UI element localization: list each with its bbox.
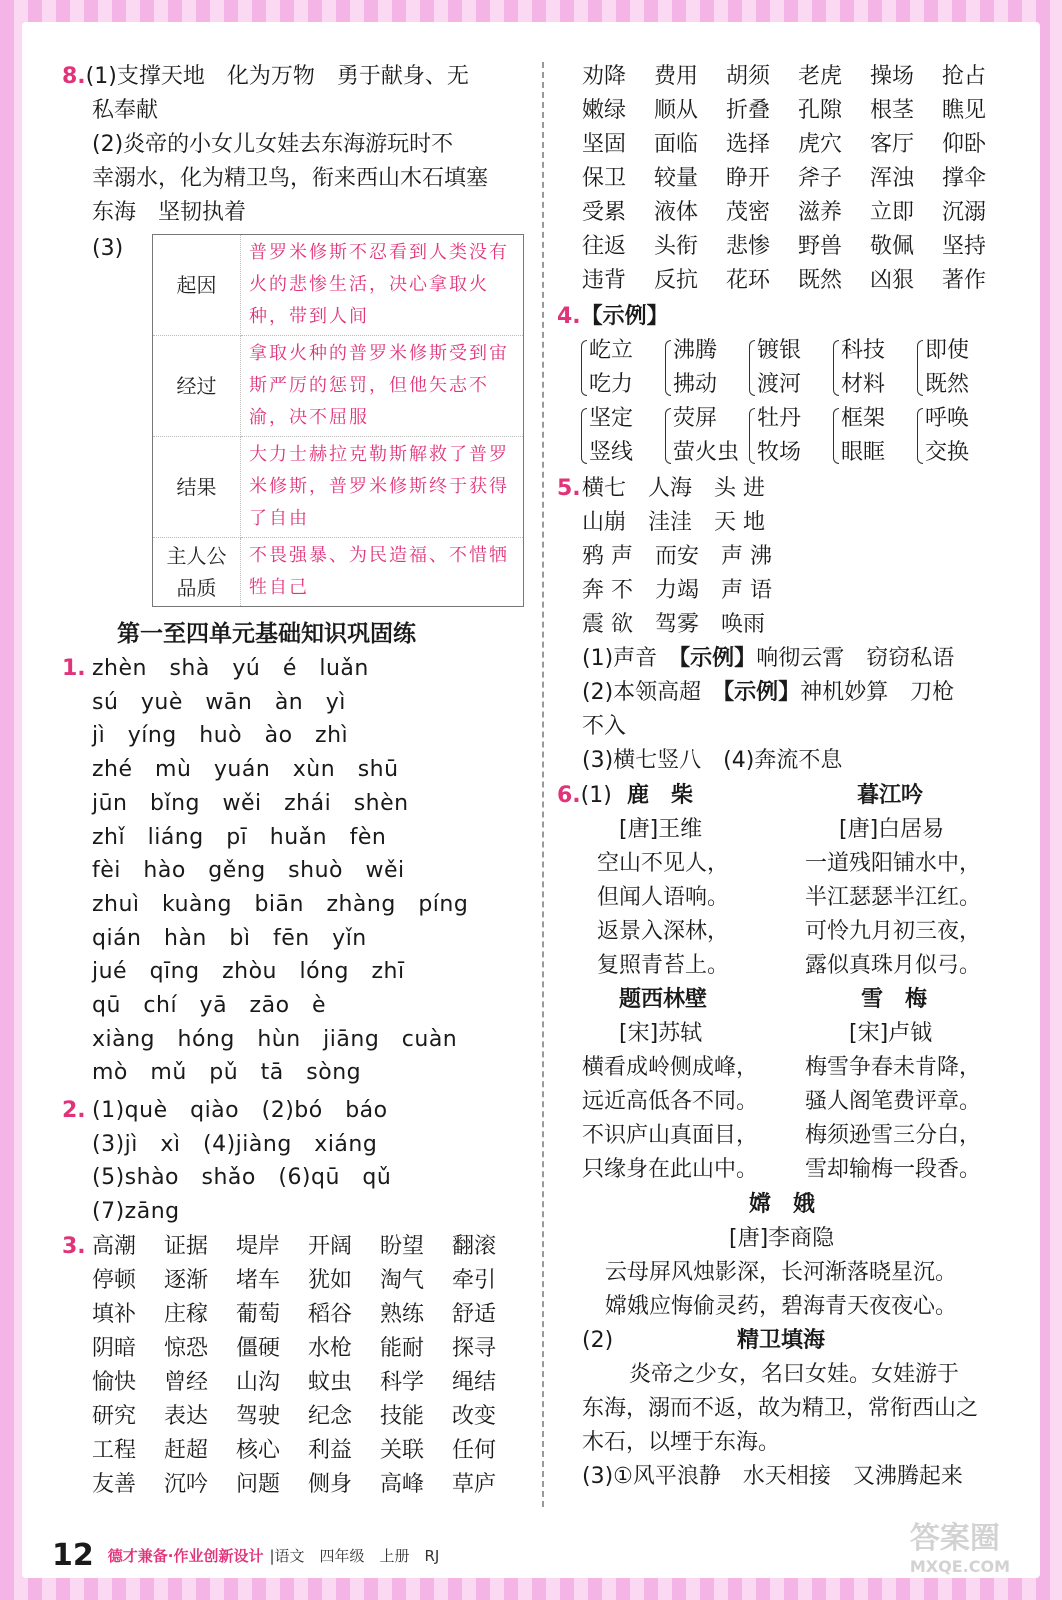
story-line: 木石，以堙于东海。 bbox=[582, 1430, 781, 1455]
word-row bbox=[92, 1332, 524, 1366]
q8-part1b: 私奉献 bbox=[92, 98, 159, 123]
pair-word: 坚定 bbox=[589, 406, 634, 431]
q5-sub1-a: (1)声音 bbox=[582, 646, 680, 671]
watermark-text: 答案圈 bbox=[909, 1521, 1000, 1556]
book-info: |语文 四年级 上册 RJ bbox=[269, 1546, 440, 1565]
word-row bbox=[582, 264, 1014, 298]
poem-line: 返景入深林， bbox=[597, 919, 730, 944]
pair-word: 屹立 bbox=[589, 338, 634, 363]
word-item: 牵引 bbox=[452, 1268, 497, 1293]
pair-word: 沸腾 bbox=[673, 338, 718, 363]
word-item: 科学 bbox=[380, 1370, 425, 1395]
q6-header bbox=[557, 779, 612, 813]
word-item: 僵硬 bbox=[236, 1336, 281, 1361]
word-row bbox=[582, 128, 1014, 162]
poem-line: 露似真珠月似弓。 bbox=[805, 953, 982, 978]
pair-word: 萤火虫 bbox=[673, 440, 740, 465]
word-item: 操场 bbox=[870, 64, 915, 89]
word-item: 研究 bbox=[92, 1404, 137, 1429]
pinyin-line: jì yíng huò ào zhì bbox=[92, 723, 349, 749]
word-item: 选择 bbox=[726, 132, 771, 157]
word-item: 任何 bbox=[452, 1438, 497, 1463]
pinyin-line: zhǐ liáng pī huǎn fèn bbox=[92, 824, 387, 850]
word-row bbox=[582, 60, 1014, 94]
watermark-url: MXQE.COM bbox=[909, 1557, 1010, 1576]
pinyin-line: mò mǔ pǔ tā sòng bbox=[92, 1060, 362, 1086]
q6-sub1: (1) bbox=[580, 783, 612, 808]
word-item: 浑浊 bbox=[870, 166, 915, 191]
q6-sub3: (3)①风平浪静 水天相接 又沸腾起来 bbox=[582, 1464, 963, 1489]
word-item: 惊恐 bbox=[164, 1336, 209, 1361]
word-row bbox=[92, 1400, 524, 1434]
poem-line: 雪却输梅一段香。 bbox=[805, 1157, 982, 1182]
word-item: 堤岸 bbox=[236, 1234, 281, 1259]
poem-line: 空山不见人， bbox=[597, 851, 730, 876]
poem-title: 嫦 娥 bbox=[749, 1192, 816, 1217]
word-item: 问题 bbox=[236, 1472, 281, 1497]
q3-number bbox=[62, 1230, 86, 1264]
table-value: 不畏强暴、为民造福、不惜牺牲自己 bbox=[241, 538, 524, 607]
pair-word: 材料 bbox=[841, 372, 886, 397]
word-item: 山沟 bbox=[236, 1370, 281, 1395]
q2-num: 2. bbox=[62, 1098, 86, 1123]
pinyin-line: qū chí yā zāo è bbox=[92, 993, 327, 1018]
word-item: 违背 bbox=[582, 268, 627, 293]
word-row bbox=[582, 162, 1014, 196]
word-pair bbox=[673, 402, 739, 470]
word-row bbox=[582, 196, 1014, 230]
word-pair bbox=[673, 334, 717, 402]
word-item: 草庐 bbox=[452, 1472, 497, 1497]
word-row bbox=[582, 230, 1014, 264]
page-number: 12 bbox=[52, 1537, 94, 1573]
pinyin-line: sú yuè wān àn yì bbox=[92, 689, 346, 715]
word-item: 虎穴 bbox=[798, 132, 843, 157]
q5-sub3: (3)横七竖八 (4)奔流不息 bbox=[582, 748, 843, 773]
pair-word: 牧场 bbox=[757, 440, 802, 465]
word-item: 熟练 bbox=[380, 1302, 425, 1327]
pair-word: 科技 bbox=[841, 338, 886, 363]
poem-line: 梅须逊雪三分白， bbox=[805, 1123, 982, 1148]
word-item: 立即 bbox=[870, 200, 915, 225]
word-item: 既然 bbox=[798, 268, 843, 293]
q5-sub2-a: (2)本领高超 bbox=[582, 680, 724, 705]
table-label: 经过 bbox=[153, 336, 241, 437]
word-item: 野兽 bbox=[798, 234, 843, 259]
idiom-line: 山崩 洼洼 天 地 bbox=[582, 510, 765, 535]
story-title: 精卫填海 bbox=[737, 1328, 826, 1353]
q8-line1 bbox=[62, 60, 469, 94]
word-item: 改变 bbox=[452, 1404, 497, 1429]
q5-sub2-b: 神机妙算 刀枪 bbox=[800, 680, 955, 705]
table-row bbox=[153, 538, 524, 607]
brace-mark bbox=[749, 340, 755, 396]
word-item: 探寻 bbox=[452, 1336, 497, 1361]
story-line: 东海，溺而不返，故为精卫，常衔西山之 bbox=[582, 1396, 979, 1421]
pair-word: 牡丹 bbox=[757, 406, 802, 431]
table-label: 起因 bbox=[153, 235, 241, 336]
word-item: 滋养 bbox=[798, 200, 843, 225]
poem-author: [唐]王维 bbox=[619, 817, 703, 842]
brace-mark bbox=[665, 340, 671, 396]
word-pair bbox=[589, 334, 633, 402]
word-item: 嫩绿 bbox=[582, 98, 627, 123]
pinyin-line: xiàng hóng hùn jiāng cuàn bbox=[92, 1026, 458, 1052]
word-item: 老虎 bbox=[798, 64, 843, 89]
word-item: 犹如 bbox=[308, 1268, 353, 1293]
pinyin-line: jué qīng zhòu lóng zhī bbox=[92, 959, 405, 985]
word-item: 受累 bbox=[582, 200, 627, 225]
word-item: 劝降 bbox=[582, 64, 627, 89]
book-brand: 德才兼备·作业创新设计 bbox=[107, 1546, 264, 1565]
table-label: 主人公品质 bbox=[153, 538, 241, 607]
poem-line: 云母屏风烛影深，长河渐落晓星沉。 bbox=[605, 1260, 958, 1285]
word-item: 坚持 bbox=[942, 234, 987, 259]
watermark-logo bbox=[910, 1513, 1010, 1576]
word-item: 盼望 bbox=[380, 1234, 425, 1259]
q4-label: 【示例】 bbox=[580, 304, 669, 329]
poem-line: 横看成岭侧成峰， bbox=[582, 1055, 759, 1080]
q1-number bbox=[62, 652, 86, 686]
poem-title: 题西林壁 bbox=[619, 987, 708, 1012]
word-item: 沉溺 bbox=[942, 200, 987, 225]
q3-word-grid bbox=[92, 1230, 524, 1502]
poem-author: [宋]卢钺 bbox=[849, 1021, 933, 1046]
word-item: 友善 bbox=[92, 1472, 137, 1497]
poem-author: [唐]白居易 bbox=[839, 817, 945, 842]
q4-header bbox=[557, 300, 669, 334]
pair-word: 既然 bbox=[925, 372, 970, 397]
q6-num: 6. bbox=[557, 783, 581, 808]
q5-sub2c: 不入 bbox=[582, 714, 627, 739]
word-item: 费用 bbox=[654, 64, 699, 89]
pair-word: 眼眶 bbox=[841, 440, 886, 465]
word-item: 敬佩 bbox=[870, 234, 915, 259]
word-item: 反抗 bbox=[654, 268, 699, 293]
brace-mark bbox=[749, 408, 755, 464]
q8-part2b: 幸溺水，化为精卫鸟，衔来西山木石填塞 bbox=[92, 166, 489, 191]
pinyin-line: jūn bǐng wěi zhái shèn bbox=[92, 790, 409, 816]
poem-line: 半江瑟瑟半江红。 bbox=[805, 885, 982, 910]
word-pair bbox=[589, 402, 633, 470]
poem-title: 雪 梅 bbox=[861, 987, 928, 1012]
word-item: 坚固 bbox=[582, 132, 627, 157]
poem-line: 骚人阁笔费评章。 bbox=[805, 1089, 982, 1114]
q3-num: 3. bbox=[62, 1234, 86, 1259]
q8-part1: (1)支撑天地 化为万物 勇于献身、无 bbox=[85, 64, 469, 89]
q5-sub1 bbox=[582, 642, 954, 676]
word-pair bbox=[757, 402, 801, 470]
word-item: 水枪 bbox=[308, 1336, 353, 1361]
word-item: 核心 bbox=[236, 1438, 281, 1463]
q6-sub2: (2) bbox=[582, 1328, 614, 1353]
word-row bbox=[92, 1230, 524, 1264]
pair-word: 交换 bbox=[925, 440, 970, 465]
q5-sub1-tag: 【示例】 bbox=[679, 646, 757, 671]
q5-number bbox=[557, 472, 581, 506]
word-item: 舒适 bbox=[452, 1302, 497, 1327]
word-item: 高潮 bbox=[92, 1234, 137, 1259]
pair-word: 竖线 bbox=[589, 440, 634, 465]
word-item: 抢占 bbox=[942, 64, 987, 89]
poem-line: 梅雪争春未肯降， bbox=[805, 1055, 982, 1080]
pinyin-line: zhèn shà yú é luǎn bbox=[92, 656, 369, 681]
page-footer bbox=[52, 1538, 439, 1572]
q8-part2c: 东海 坚韧执着 bbox=[92, 200, 247, 225]
word-pair bbox=[757, 334, 801, 402]
word-item: 撑伞 bbox=[942, 166, 987, 191]
pinyin-line: zhé mù yuán xùn shū bbox=[92, 757, 399, 783]
q8-number: 8. bbox=[62, 64, 86, 89]
word-row bbox=[92, 1298, 524, 1332]
word-item: 翻滚 bbox=[452, 1234, 497, 1259]
table-row bbox=[153, 235, 524, 336]
word-item: 胡须 bbox=[726, 64, 771, 89]
q3-word-grid-continued bbox=[582, 60, 1014, 298]
pinyin-line: (3)jì xì (4)jiàng xiáng bbox=[92, 1131, 378, 1157]
word-item: 高峰 bbox=[380, 1472, 425, 1497]
poem-line: 但闻人语响。 bbox=[597, 885, 730, 910]
poem-author: [唐]李商隐 bbox=[729, 1226, 835, 1251]
word-item: 淘气 bbox=[380, 1268, 425, 1293]
q5-sub2-tag: 【示例】 bbox=[723, 680, 801, 705]
word-item: 孔隙 bbox=[798, 98, 843, 123]
word-item: 折叠 bbox=[726, 98, 771, 123]
word-item: 斧子 bbox=[798, 166, 843, 191]
brace-mark bbox=[833, 340, 839, 396]
word-row bbox=[92, 1434, 524, 1468]
word-item: 侧身 bbox=[308, 1472, 353, 1497]
pinyin-line: fèi hào gěng shuò wěi bbox=[92, 858, 405, 884]
word-item: 保卫 bbox=[582, 166, 627, 191]
poem-line: 只缘身在此山中。 bbox=[582, 1157, 759, 1182]
pinyin-line: qián hàn bì fēn yǐn bbox=[92, 925, 367, 951]
story-line: 炎帝之少女，名曰女娃。女娃游于 bbox=[629, 1362, 960, 1387]
q5-num: 5. bbox=[557, 476, 581, 501]
word-item: 悲惨 bbox=[726, 234, 771, 259]
table-label: 结果 bbox=[153, 437, 241, 538]
pair-word: 镀银 bbox=[757, 338, 802, 363]
word-item: 赶超 bbox=[164, 1438, 209, 1463]
brace-mark bbox=[581, 408, 587, 464]
word-item: 茂密 bbox=[726, 200, 771, 225]
word-item: 瞧见 bbox=[942, 98, 987, 123]
word-item: 开阔 bbox=[308, 1234, 353, 1259]
answer-page bbox=[22, 22, 1040, 1578]
word-item: 逐渐 bbox=[164, 1268, 209, 1293]
word-row bbox=[92, 1366, 524, 1400]
word-item: 庄稼 bbox=[164, 1302, 209, 1327]
word-item: 睁开 bbox=[726, 166, 771, 191]
word-pair bbox=[841, 402, 885, 470]
idiom-line: 奔 不 力竭 声 语 bbox=[582, 578, 772, 603]
word-item: 蚊虫 bbox=[308, 1370, 353, 1395]
pair-word: 吃力 bbox=[589, 372, 634, 397]
pair-word: 框架 bbox=[841, 406, 886, 431]
q5-sub2 bbox=[582, 676, 954, 710]
poem-line: 嫦娥应悔偷灵药，碧海青天夜夜心。 bbox=[605, 1294, 958, 1319]
q8-part2: (2)炎帝的小女儿女娃去东海游玩时不 bbox=[92, 132, 454, 157]
word-item: 往返 bbox=[582, 234, 627, 259]
pair-word: 渡河 bbox=[757, 372, 802, 397]
word-pair bbox=[925, 334, 969, 402]
poem-line: 一道残阳铺水中， bbox=[805, 851, 982, 876]
table-value: 大力士赫拉克勒斯解救了普罗米修斯，普罗米修斯终于获得了自由 bbox=[241, 437, 524, 538]
word-item: 液体 bbox=[654, 200, 699, 225]
table-value: 普罗米修斯不忍看到人类没有火的悲惨生活，决心拿取火种，带到人间 bbox=[241, 235, 524, 336]
word-item: 技能 bbox=[380, 1404, 425, 1429]
q8-part3: (3) bbox=[92, 236, 124, 261]
q5-sub1-b: 响彻云霄 窃窃私语 bbox=[756, 646, 955, 671]
word-item: 稻谷 bbox=[308, 1302, 353, 1327]
idiom-line: 横七 人海 头 进 bbox=[582, 476, 765, 501]
table-row bbox=[153, 336, 524, 437]
idiom-line: 震 欲 驾雾 唤雨 bbox=[582, 612, 765, 637]
pinyin-line: (1)què qiào (2)bó báo bbox=[92, 1098, 388, 1123]
word-item: 面临 bbox=[654, 132, 699, 157]
word-item: 较量 bbox=[654, 166, 699, 191]
word-item: 利益 bbox=[308, 1438, 353, 1463]
word-row bbox=[582, 94, 1014, 128]
word-item: 客厅 bbox=[870, 132, 915, 157]
q4-num: 4. bbox=[557, 304, 581, 329]
word-pair bbox=[841, 334, 885, 402]
word-item: 愉快 bbox=[92, 1370, 137, 1395]
pair-word: 拂动 bbox=[673, 372, 718, 397]
word-item: 能耐 bbox=[380, 1336, 425, 1361]
table-row bbox=[153, 437, 524, 538]
pinyin-line: (7)zāng bbox=[92, 1199, 180, 1225]
table-value: 拿取火种的普罗米修斯受到宙斯严厉的惩罚，但他矢志不渝，决不屈服 bbox=[241, 336, 524, 437]
word-item: 关联 bbox=[380, 1438, 425, 1463]
word-item: 沉吟 bbox=[164, 1472, 209, 1497]
poem-line: 远近高低各不同。 bbox=[582, 1089, 759, 1114]
word-item: 顺从 bbox=[654, 98, 699, 123]
poem-line: 不识庐山真面目， bbox=[582, 1123, 759, 1148]
word-item: 驾驶 bbox=[236, 1404, 281, 1429]
poem-title: 鹿 柴 bbox=[627, 783, 694, 808]
word-item: 著作 bbox=[942, 268, 987, 293]
word-item: 表达 bbox=[164, 1404, 209, 1429]
brace-mark bbox=[833, 408, 839, 464]
pair-word: 即使 bbox=[925, 338, 970, 363]
word-row bbox=[92, 1264, 524, 1298]
pair-word: 荧屏 bbox=[673, 406, 718, 431]
word-item: 根茎 bbox=[870, 98, 915, 123]
word-item: 葡萄 bbox=[236, 1302, 281, 1327]
poem-line: 可怜九月初三夜， bbox=[805, 919, 982, 944]
word-item: 工程 bbox=[92, 1438, 137, 1463]
word-item: 绳结 bbox=[452, 1370, 497, 1395]
word-item: 曾经 bbox=[164, 1370, 209, 1395]
section-title: 第一至四单元基础知识巩固练 bbox=[117, 621, 416, 647]
pair-word: 呼唤 bbox=[925, 406, 970, 431]
word-pair bbox=[925, 402, 969, 470]
brace-mark bbox=[581, 340, 587, 396]
word-item: 凶狠 bbox=[870, 268, 915, 293]
word-item: 阴暗 bbox=[92, 1336, 137, 1361]
pinyin-line: zhuì kuàng biān zhàng píng bbox=[92, 891, 469, 917]
brace-mark bbox=[917, 408, 923, 464]
word-item: 头衔 bbox=[654, 234, 699, 259]
pinyin-line: (5)shào shǎo (6)qū qǔ bbox=[92, 1165, 392, 1191]
word-item: 花环 bbox=[726, 268, 771, 293]
column-divider bbox=[542, 62, 544, 1507]
brace-mark bbox=[665, 408, 671, 464]
word-item: 填补 bbox=[92, 1302, 137, 1327]
poem-line: 复照青苔上。 bbox=[597, 953, 730, 978]
word-item: 堵车 bbox=[236, 1268, 281, 1293]
word-item: 停顿 bbox=[92, 1268, 137, 1293]
poem-author: [宋]苏轼 bbox=[619, 1021, 703, 1046]
myth-summary-table bbox=[152, 234, 524, 607]
brace-mark bbox=[917, 340, 923, 396]
word-item: 证据 bbox=[164, 1234, 209, 1259]
poem-title: 暮江吟 bbox=[857, 783, 924, 808]
word-item: 仰卧 bbox=[942, 132, 987, 157]
word-row bbox=[92, 1468, 524, 1502]
q1-num: 1. bbox=[62, 656, 86, 681]
q2-number bbox=[62, 1094, 86, 1128]
word-item: 纪念 bbox=[308, 1404, 353, 1429]
idiom-line: 鸦 声 而安 声 沸 bbox=[582, 544, 772, 569]
